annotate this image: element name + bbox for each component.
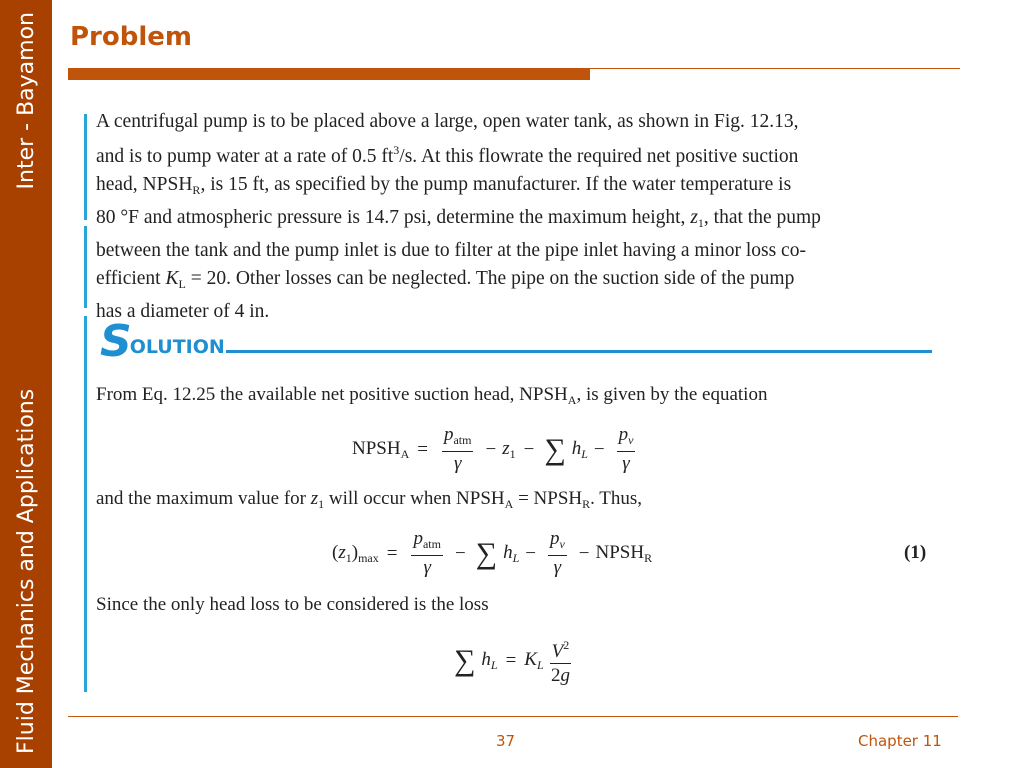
solution-line-1: From Eq. 12.25 the available net positive suction head, $NPSH_A$, is given by the equation xyxy=(96,384,768,407)
course-title: Fluid Mechanics and Applications xyxy=(13,388,39,754)
solution-bar xyxy=(84,316,87,692)
solution-line-3: Since the only head loss to be considered is the loss xyxy=(96,594,489,615)
equation-npsha: $NPSH_A$ = $\frac{p_{atm}}{\gamma}$ − $z_1$ − ∑ $h_L$ − $\frac{p_v}{\gamma}$ xyxy=(352,424,634,474)
equation-head-loss: ∑ $h_L$ = $K_L$ $\frac{V^2}{2g}$ xyxy=(448,634,577,688)
solution-heading xyxy=(100,316,225,367)
slide-title: Problem xyxy=(70,22,192,52)
chapter-label: Chapter 11 xyxy=(858,732,942,750)
page-number: 37 xyxy=(496,732,516,750)
institution: Inter - Bayamon xyxy=(13,12,39,190)
equation-z1-max: $(z_1)_{max}$ = $\frac{p_{atm}}{\gamma}$ − ∑ $h_L$ − $\frac{p_v}{\gamma}$ − $NPSH_R$ xyxy=(332,528,653,578)
solution-word: OLUTION xyxy=(129,336,225,358)
title-rule-thick xyxy=(68,68,590,80)
equation-number: (1) xyxy=(904,542,927,563)
solution-rule xyxy=(226,350,932,353)
sidebar xyxy=(0,0,52,768)
problem-statement xyxy=(84,108,962,326)
title-rule-thin xyxy=(590,68,960,69)
solution-line-2: and the maximum value for $z_1$ will occur when $NPSH_A$ = $NPSH_R$. Thus, xyxy=(96,488,643,511)
sidebar-text xyxy=(0,0,52,768)
footer-rule xyxy=(68,716,958,717)
solution-initial: S xyxy=(100,316,132,367)
problem-text: A centrifugal pump is to be placed above a large, open water tank, as shown in Fig. 12.13, and is to pump water at a rate of 0.5 $ft^3/s$. At this flowrate the required net positive suction head, $NPSH_R$, is 15 ft, as specified by the pump manufacturer. If the water temperature is 80 °F and atmospheric pressure is 14.7 psi, determine the maximum height, $z_1$, that the pump between the tank and the pump inlet is due to filter at the pipe inlet having a minor loss co- efficient $K_L = 20$. Other losses can be neglected. The pipe on the suction side of the pump has a diameter of 4 in. xyxy=(96,111,821,322)
